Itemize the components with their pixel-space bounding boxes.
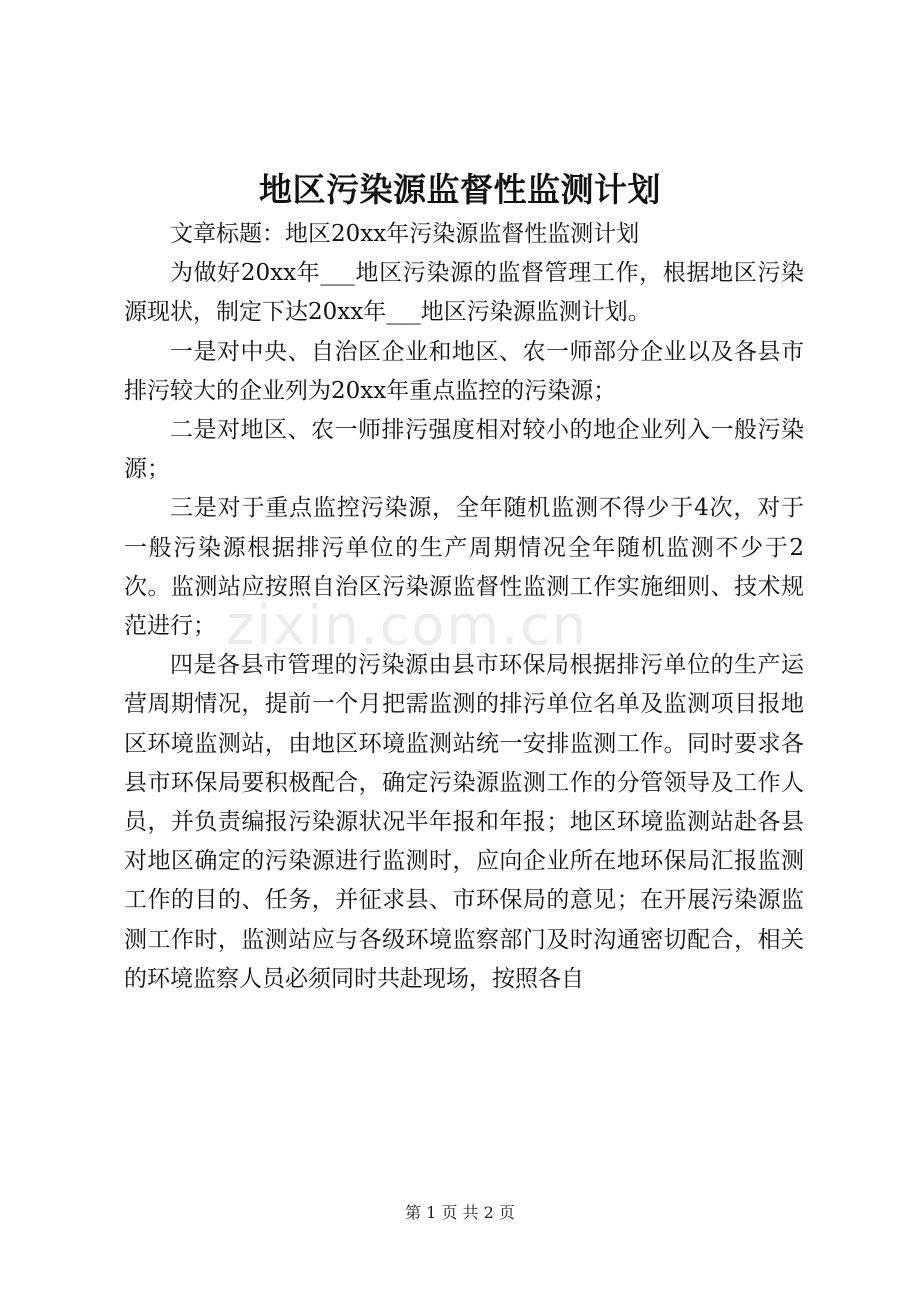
- paragraph: 三是对于重点监控污染源，全年随机监测不得少于4次，对于一般污染源根据排污单位的生产周期情况全年随机监测不少于2次。监测站应按照自治区污染源监督性监测工作实施细则、技术规范进行；: [124, 495, 804, 640]
- paragraph: 二是对地区、农一师排污强度相对较小的地企业列入一般污染源；: [124, 417, 804, 483]
- paragraph: 文章标题：地区20xx年污染源监督性监测计划: [170, 221, 640, 247]
- watermark: zixin.com.cn: [226, 594, 589, 657]
- document-body: [124, 215, 804, 999]
- paragraph: 为做好20xx年___地区污染源的监督管理工作，根据地区污染源现状，制定下达20xx年___地区污染源监测计划。: [124, 260, 804, 326]
- paragraph: 四是各县市管理的污染源由县市环保局根据排污单位的生产运营周期情况，提前一个月把需监测的排污单位名单及监测项目报地区环境监测站，由地区环境监测站统一安排监测工作。同时要求各县市环保局要积极配合，确定污染源监测工作的分管领导及工作人员，并负责编报污染源状况半年报和年报；地区环境监测站赴各县对地区确定的污染源进行监测时，应向企业所在地环保局汇报监测工作的目的、任务，并征求县、市环保局的意见；在开展污染源监测工作时，监测站应与各级环境监察部门及时沟通密切配合，相关的环境监察人员必须同时共赴现场，按照各自: [124, 652, 804, 992]
- document-title: 地区污染源监督性监测计划: [259, 170, 661, 209]
- page-footer: 第 1 页 共 2 页: [405, 1203, 515, 1222]
- paragraph: 一是对中央、自治区企业和地区、农一师部分企业以及各县市排污较大的企业列为20xx年重点监控的污染源；: [124, 338, 804, 404]
